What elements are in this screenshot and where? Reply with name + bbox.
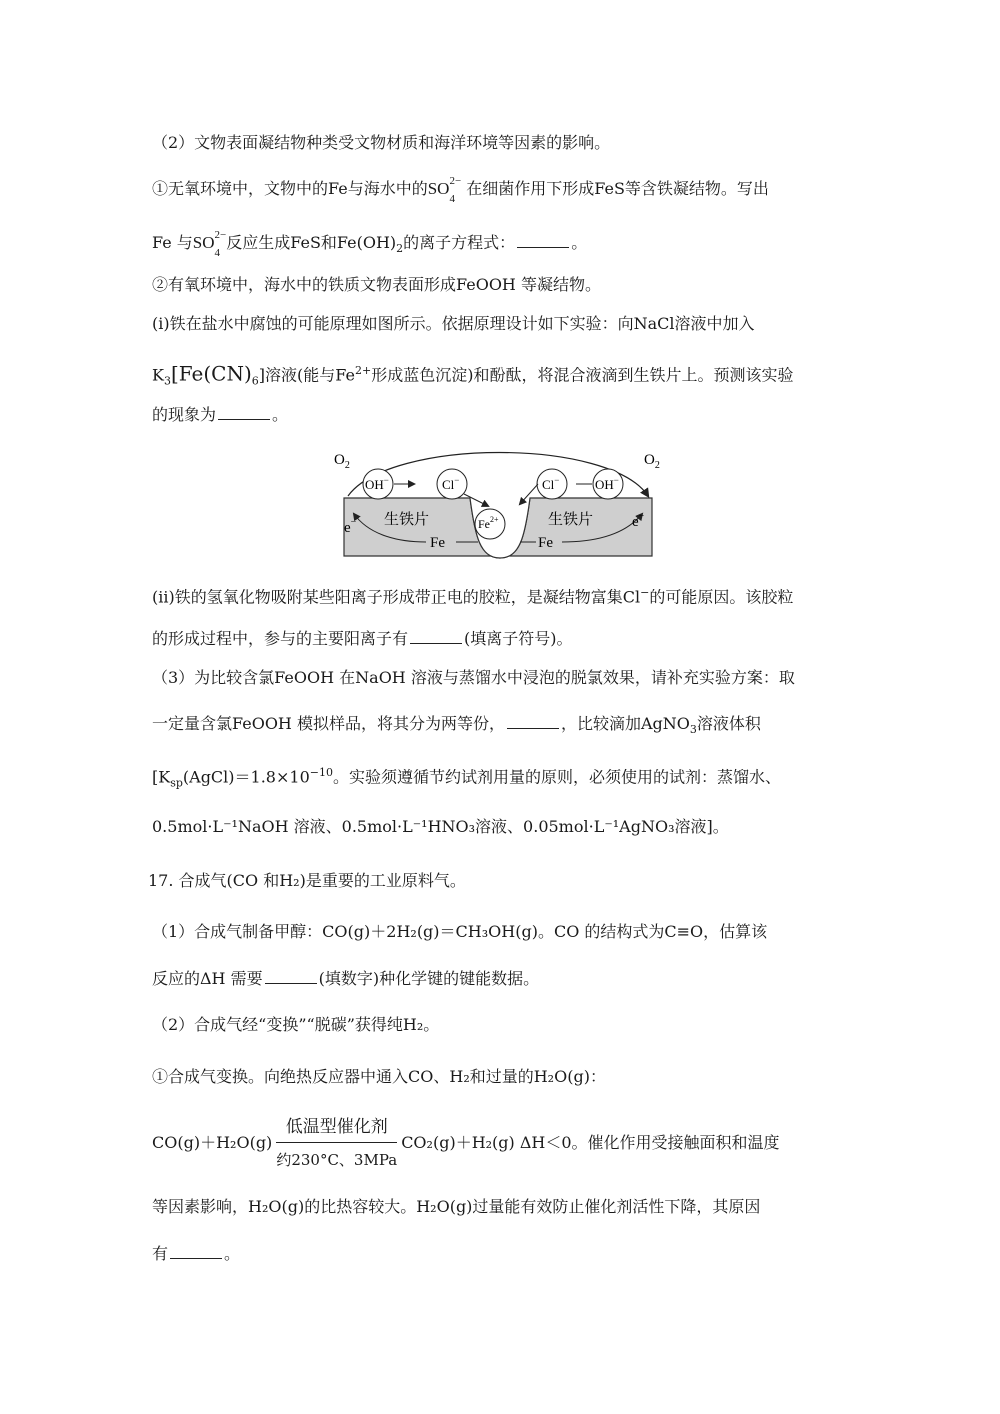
p2-ii-line1: (ii)铁的氢氧化物吸附某些阳离子形成带正电的胶粒，是凝结物富集Cl−的可能原因。该胶粒 <box>152 586 794 607</box>
p2-intro: （2）文物表面凝结物种类受文物材质和海洋环境等因素的影响。 <box>152 133 611 152</box>
answer-blank[interactable] <box>517 233 569 248</box>
q17-2-1-line2: 等因素影响，H₂O(g)的比热容较大。H₂O(g)过量能有效防止催化剂活性下降，其原因 <box>152 1197 761 1216</box>
p2-ii-line2: 的形成过程中，参与的主要阳离子有 (填离子符号)。 <box>152 629 573 648</box>
o2-right-label: $O_2$ <box>644 452 660 471</box>
reaction-equation: CO(g)＋H₂O(g) $\frac{\text{低温型催化剂}}{\text{约230°C、3MPa}}$ CO₂(g)＋H₂(g) ΔH＜0。催化作用受接触面积和温度 <box>152 1112 780 1175</box>
q17-title: 17. 合成气(CO 和H₂)是重要的工业原料气。 <box>148 871 466 890</box>
p3-line4: 0.5mol·L⁻¹NaOH 溶液、0.5mol·L⁻¹HNO₃溶液、0.05mol·L⁻¹AgNO₃溶液]。 <box>152 817 729 836</box>
o2-left-label: $O_2$ <box>334 452 350 471</box>
answer-blank[interactable] <box>218 405 270 420</box>
cl-label-right: Cl− <box>542 475 560 492</box>
iron-label-right: 生铁片 <box>548 510 594 528</box>
q17-2: （2）合成气经“变换”“脱碳”获得纯H₂。 <box>152 1015 440 1034</box>
p2-2: ②有氧环境中，海水中的铁质文物表面形成FeOOH 等凝结物。 <box>152 275 601 294</box>
sulfate-ion: $SO^{2-}$ $_4$ <box>192 229 227 259</box>
reaction-conditions: $\frac{\text{低温型催化剂}}{\text{约230°C、3MPa}}$ <box>276 1117 398 1169</box>
p2-i-line3: 的现象为 。 <box>152 405 289 424</box>
fe2-label: $Fe^{2+}$ <box>478 515 499 531</box>
q17-1-line2: 反应的ΔH 需要 (填数字)种化学键的键能数据。 <box>152 969 540 988</box>
p2-i-line2: $K_3[Fe(CN)_6]$溶液(能与$Fe^{2+}$形成蓝色沉淀)和酚酞，将混合液滴到生铁片上。预测该实验 <box>152 361 794 388</box>
p2-1-line2: Fe 与$SO^{2-}$ $_4$反应生成FeS和$Fe(OH)_2$的离子方程式： 。 <box>152 229 588 259</box>
q17-2-1: ①合成气变换。向绝热反应器中通入CO、H₂和过量的H₂O(g)： <box>152 1067 606 1086</box>
fe-label-left: Fe <box>430 535 445 551</box>
answer-blank[interactable] <box>170 1244 222 1259</box>
electron-label-right: e− <box>632 511 645 530</box>
sulfate-ion: $SO^{2-}$ $_4$ <box>427 175 462 205</box>
answer-blank[interactable] <box>265 969 317 984</box>
corrosion-diagram <box>330 446 670 562</box>
q17-1-line1: （1）合成气制备甲醇：CO(g)＋2H₂(g)＝CH₃OH(g)。CO 的结构式为C≡O，估算该 <box>152 922 768 941</box>
oh-label-right: OH− <box>595 475 619 492</box>
p3-line3: [$K_{sp}(AgCl)=1.8\times 10^{-10}$。实验须遵循节约试剂用量的原则，必须使用的试剂：蒸馏水、 <box>152 766 781 790</box>
iron-label-left: 生铁片 <box>384 510 430 528</box>
fe-label-right: Fe <box>538 535 553 551</box>
cl-label-left: Cl− <box>442 475 460 492</box>
answer-blank[interactable] <box>410 629 462 644</box>
p2-1-line1: ①无氧环境中，文物中的Fe与海水中的$SO^{2-}$ $_4$ 在细菌作用下形成FeS等含铁凝结物。写出 <box>152 175 769 205</box>
p3-line1: （3）为比较含氯FeOOH 在NaOH 溶液与蒸馏水中浸泡的脱氯效果，请补充实验方案：取 <box>152 668 795 687</box>
q17-2-1-line3: 有 。 <box>152 1244 241 1263</box>
p3-line2: 一定量含氯FeOOH 模拟样品，将其分为两等份， ，比较滴加AgNO$_3$溶液体积 <box>152 714 761 737</box>
answer-blank[interactable] <box>507 714 559 729</box>
oh-label-left: OH− <box>365 475 389 492</box>
electron-label-left: e− <box>344 517 357 536</box>
p2-i-line1: (i)铁在盐水中腐蚀的可能原理如图所示。依据原理设计如下实验：向NaCl溶液中加入 <box>152 314 755 333</box>
